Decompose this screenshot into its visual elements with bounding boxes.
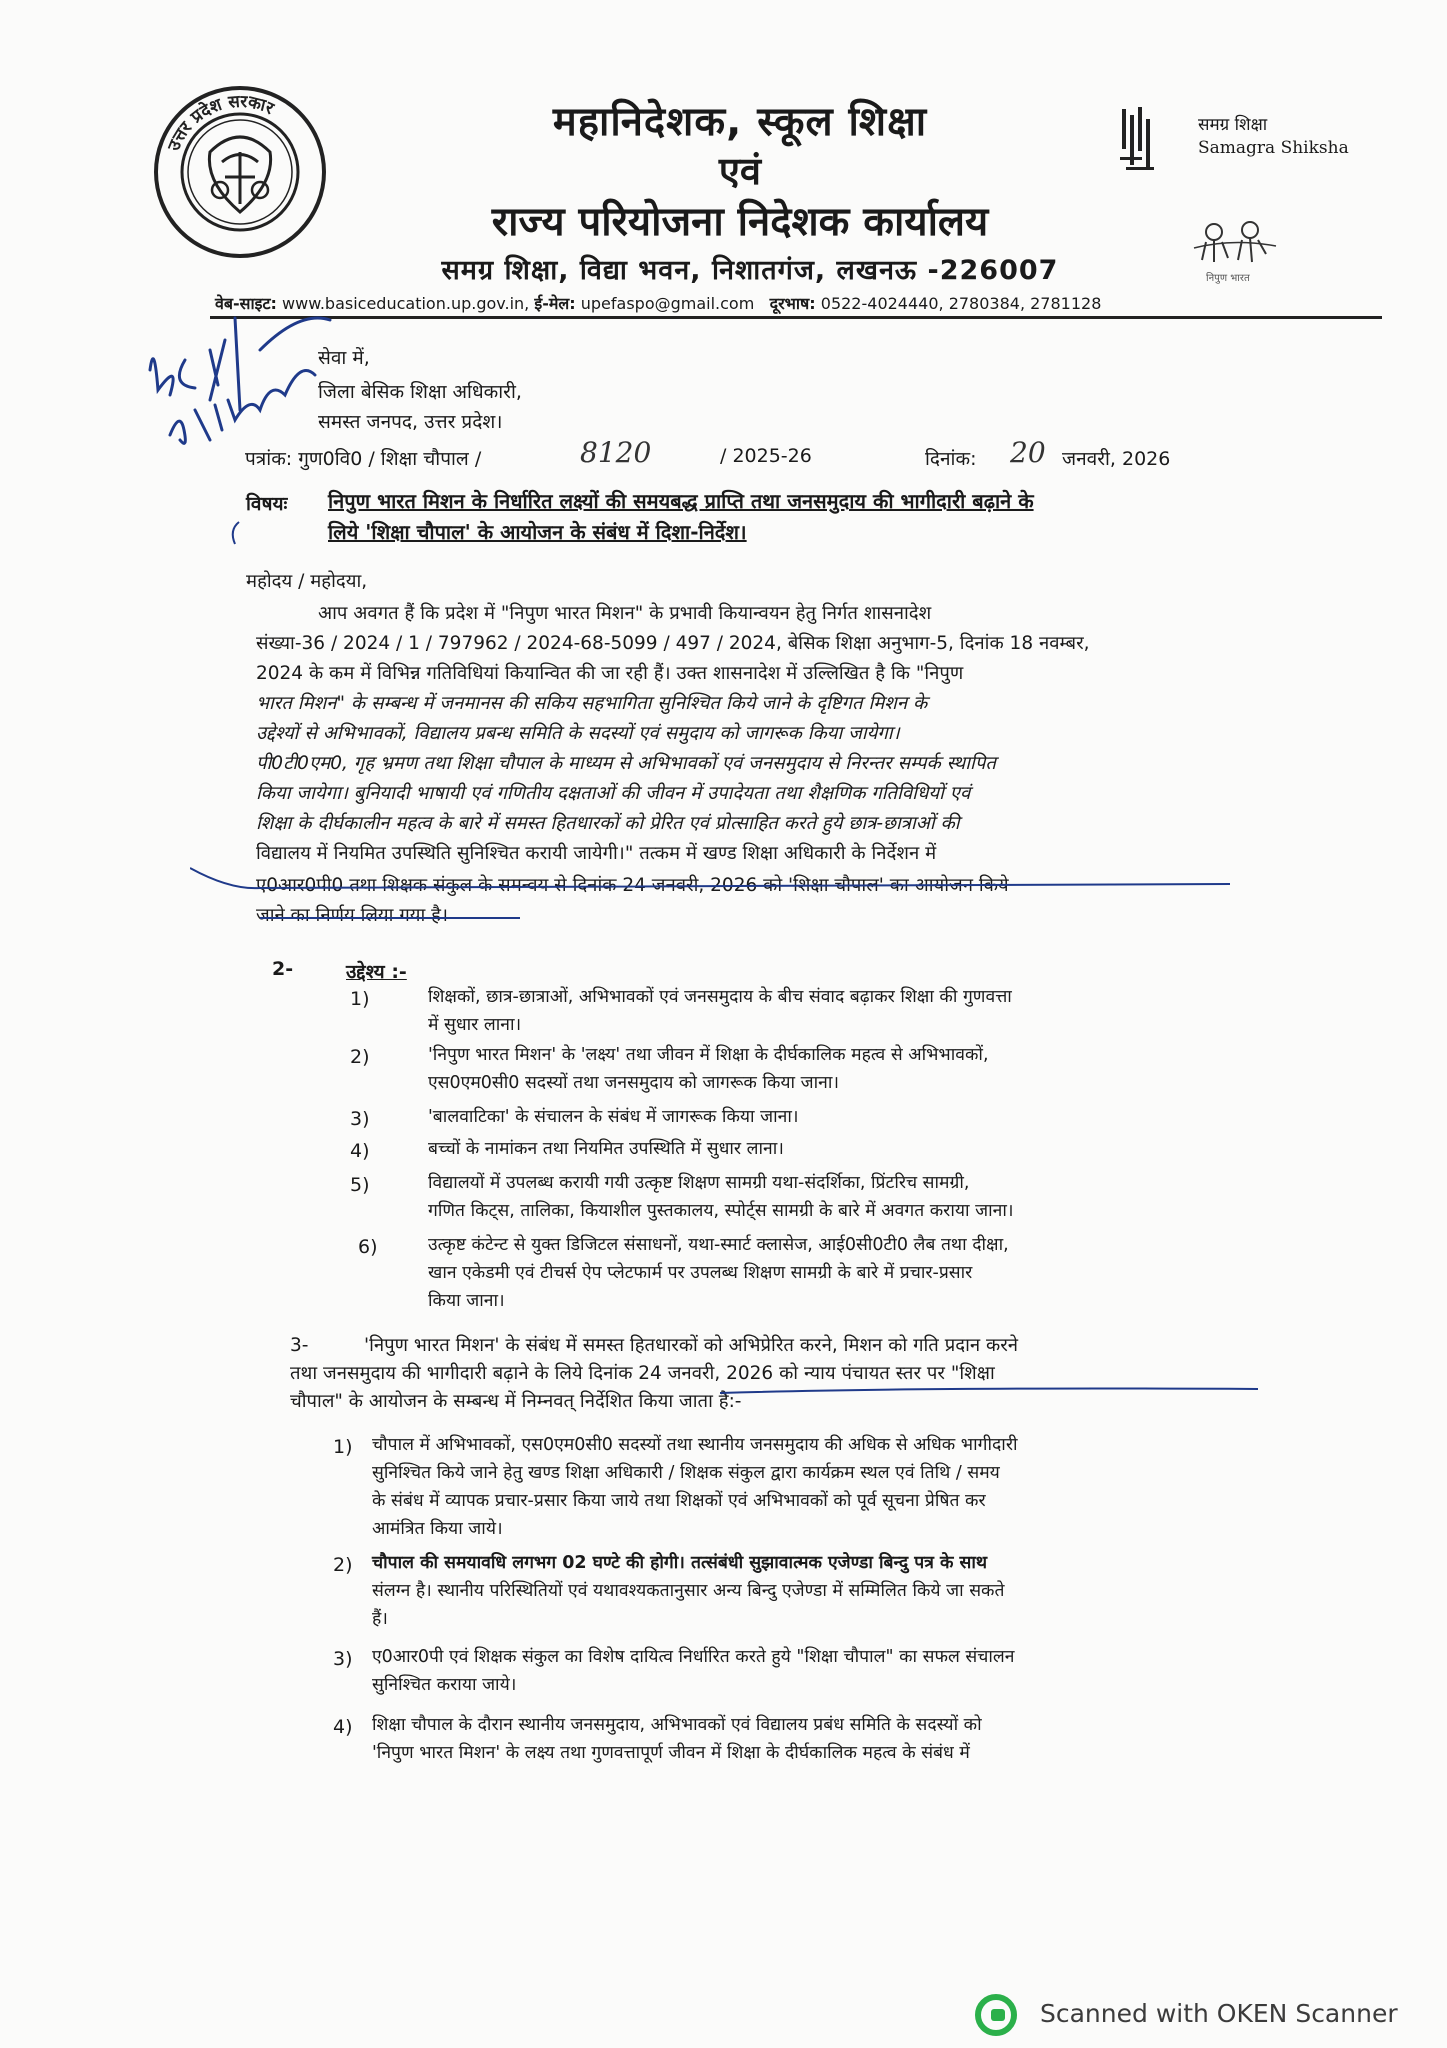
objective-text: उत्कृष्ट कंटेन्ट से युक्त डिजिटल संसाधनों, यथा-स्मार्ट क्लासेज, आई0सी0टी0 लैब तथा दीक्षा,	[428, 1235, 1009, 1255]
date-day: 20	[1010, 436, 1046, 469]
objective-number: 4)	[350, 1140, 370, 1162]
objective-number: 6)	[358, 1236, 378, 1258]
objective-text: किया जाना।	[428, 1291, 505, 1311]
handwritten-underline	[190, 860, 1240, 940]
directive-text: चौपाल में अभिभावकों, एस0एम0सी0 सदस्यों तथा स्थानीय जनसमुदाय की अधिक से अधिक भागीदारी	[372, 1435, 1018, 1455]
reference-number: 8120	[580, 436, 652, 469]
samagra-shiksha-hindi: समग्र शिक्षा	[1198, 115, 1268, 135]
objective-text: विद्यालयों में उपलब्ध करायी गयी उत्कृष्ट शिक्षण सामग्री यथा-संदर्शिका, प्रिंटरिच सामग्री,	[428, 1173, 970, 1193]
website-link[interactable]: www.basiceducation.up.gov.in,	[282, 294, 530, 313]
directive-text: हैं।	[372, 1609, 388, 1629]
directive-number: 2)	[333, 1554, 353, 1576]
up-government-seal-icon	[150, 82, 330, 262]
intro-line: विद्यालय में नियमित उपस्थिति सुनिश्चित करायी जायेगी।" तत्कम में खण्ड शिक्षा अधिकारी के निर्देशन में	[256, 843, 937, 864]
recipient-line2: समस्त जनपद, उत्तर प्रदेश।	[318, 411, 503, 433]
intro-line: किया जायेगा। बुनियादी भाषायी एवं गणितीय दक्षताओं की जीवन में उपादेयता तथा शैक्षणिक गतिविधियों एवं	[256, 783, 971, 804]
handwritten-underline	[720, 1385, 1260, 1397]
directive-number: 4)	[333, 1716, 353, 1738]
objective-number: 1)	[350, 988, 370, 1010]
subject-line2: लिये 'शिक्षा चौपाल' के आयोजन के संबंध में दिशा-निर्देश।	[328, 520, 747, 544]
salutation: सेवा में,	[318, 347, 370, 369]
intro-line: संख्या-36 / 2024 / 1 / 797962 / 2024-68-5099 / 497 / 2024, बेसिक शिक्षा अनुभाग-5, दिनांक 18 नवम्बर,	[256, 633, 1090, 654]
directive-text: 'निपुण भारत मिशन' के लक्ष्य तथा गुणवत्तापूर्ण जीवन में शिक्षा के दीर्घकालिक महत्व के संबंध में	[372, 1743, 970, 1763]
subject-label: विषयः	[246, 493, 288, 515]
objective-text: में सुधार लाना।	[428, 1015, 522, 1035]
section3-line: 'निपुण भारत मिशन' के संबंध में समस्त हितधारकों को अभिप्रेरित करने, मिशन को गति प्रदान करने	[364, 1335, 1019, 1356]
intro-line: 2024 के कम में विभिन्न गतिविधियां कियान्वित की जा रही हैं। उक्त शासनादेश में उल्लिखित है कि "निपुण	[256, 663, 964, 684]
section3-line: तथा जनसमुदाय की भागीदारी बढ़ाने के लिये दिनांक 24 जनवरी, 2026 को न्याय पंचायत स्तर पर "शिक्षा	[290, 1363, 995, 1384]
objective-text: गणित किट्स, तालिका, कियाशील पुस्तकालय, स्पोर्ट्स सामग्री के बारे में अवगत कराया जाना।	[428, 1201, 1014, 1221]
tick-mark-icon	[225, 520, 245, 546]
objective-text: बच्चों के नामांकन तथा नियमित उपस्थिति में सुधार लाना।	[428, 1139, 784, 1159]
objective-text: खान एकेडमी एवं टीचर्स ऐप प्लेटफार्म पर उपलब्ध शिक्षण सामग्री के बारे में प्रचार-प्रसार	[428, 1263, 973, 1283]
directive-number: 3)	[333, 1648, 353, 1670]
section2-number: 2-	[272, 958, 294, 980]
reference-year: / 2025-26	[720, 445, 812, 467]
intro-line: आप अवगत हैं कि प्रदेश में "निपुण भारत मिशन" के प्रभावी कियान्वयन हेतु निर्गत शासनादेश	[318, 603, 932, 624]
oken-scanner-logo-icon	[975, 1994, 1017, 2036]
scanner-watermark: Scanned with OKEN Scanner	[1040, 1999, 1398, 2028]
objective-number: 3)	[350, 1108, 370, 1130]
seal-text: उत्तर प्रदेश सरकार	[164, 91, 277, 154]
intro-line: जाने का निर्णय लिया गया है।	[256, 905, 448, 926]
directive-text: आमंत्रित किया जाये।	[372, 1519, 503, 1539]
header-title-line3: राज्य परियोजना निदेशक कार्यालय	[491, 199, 989, 245]
header-divider	[210, 316, 1382, 319]
intro-line: पी0टी0एम0, गृह भ्रमण तथा शिक्षा चौपाल के माध्यम से अभिभावकों एवं जनसमुदाय से निरन्तर सम्पर्क स्थापित	[256, 753, 996, 774]
directive-number: 1)	[333, 1436, 353, 1458]
directive-text: सुनिश्चित किये जाने हेतु खण्ड शिक्षा अधिकारी / शिक्षक संकुल द्वारा कार्यक्रम स्थल एवं तिथि / समय	[372, 1463, 1000, 1483]
subject-line1: निपुण भारत मिशन के निर्धारित लक्ष्यों की समयबद्ध प्राप्ति तथा जनसमुदाय की भागीदारी बढ़ाने के	[328, 489, 1034, 513]
greeting: महोदय / महोदया,	[246, 571, 368, 592]
header-title-line1: महानिदेशक, स्कूल शिक्षा	[552, 99, 928, 145]
directive-text: ए0आर0पी एवं शिक्षक संकुल का विशेष दायित्व निर्धारित करते हुये "शिक्षा चौपाल" का सफल संचालन	[372, 1647, 1015, 1667]
intro-line: शिक्षा के दीर्घकालीन महत्व के बारे में समस्त हितधारकों को प्रेरित एवं प्रोत्साहित करते हुये छात्र-छात्राओं की	[256, 813, 960, 834]
reference-prefix: पत्रांक: गुण0वि0 / शिक्षा चौपाल /	[245, 448, 482, 470]
directive-text: शिक्षा चौपाल के दौरान स्थानीय जनसमुदाय, अभिभावकों एवं विद्यालय प्रबंध समिति के सदस्यों को	[372, 1715, 982, 1735]
date-label: दिनांक:	[925, 448, 977, 470]
nipun-bharat-caption: निपुण भारत	[1206, 273, 1250, 284]
objective-text: 'निपुण भारत मिशन' के 'लक्ष्य' तथा जीवन में शिक्षा के दीर्घकालिक महत्व से अभिभावकों,	[428, 1045, 989, 1065]
directive-text: सुनिश्चित कराया जाये।	[372, 1675, 517, 1695]
directive-text: चौपाल की समयावधि लगभग 02 घण्टे की होगी। तत्संबंधी सुझावात्मक एजेण्डा बिन्दु पत्र के साथ	[372, 1553, 988, 1573]
directive-text: संलग्न है। स्थानीय परिस्थितियों एवं यथावश्यकतानुसार अन्य बिन्दु एजेण्डा में सम्मिलित किये जा सकते	[372, 1581, 1005, 1601]
intro-line: ए0आर0पी0 तथा शिक्षक संकुल के समन्वय से दिनांक 24 जनवरी, 2026 को 'शिक्षा चौपाल' का आयोजन किये	[256, 875, 1009, 896]
directive-text: के संबंध में व्यापक प्रचार-प्रसार किया जाये तथा शिक्षकों एवं अभिभावकों को पूर्व सूचना प्रेषित कर	[372, 1491, 986, 1511]
section3-line: चौपाल" के आयोजन के सम्बन्ध में निम्नवत् निर्देशित किया जाता है:-	[290, 1391, 742, 1412]
objective-text: 'बालवाटिका' के संचालन के संबंध में जागरूक किया जाना।	[428, 1107, 799, 1127]
email-link[interactable]: upefaspo@gmail.com	[580, 294, 755, 313]
website-label: वेब-साइट:	[215, 294, 277, 313]
phone-label: दूरभाष:	[769, 294, 816, 313]
contact-line	[215, 292, 1265, 314]
date-month-year: जनवरी, 2026	[1062, 448, 1171, 470]
section3-number: 3-	[290, 1335, 309, 1356]
nipun-bharat-logo-icon	[1192, 218, 1278, 264]
objective-text: एस0एम0सी0 सदस्यों तथा जनसमुदाय को जागरूक किया जाना।	[428, 1073, 840, 1093]
objective-number: 5)	[350, 1174, 370, 1196]
samagra-shiksha-logo-icon	[1120, 105, 1156, 175]
samagra-shiksha-english: Samagra Shiksha	[1198, 138, 1349, 158]
objective-text: शिक्षकों, छात्र-छात्राओं, अभिभावकों एवं जनसमुदाय के बीच संवाद बढ़ाकर शिक्षा की गुणवत्ता	[428, 987, 1012, 1007]
header-title-line2: एवं	[718, 149, 762, 193]
email-label: ई-मेल:	[534, 294, 576, 313]
objective-number: 2)	[350, 1046, 370, 1068]
intro-line: उद्देश्यों से अभिभावकों, विद्यालय प्रबन्ध समिति के सदस्यों एवं समुदाय को जागरूक किया जायेगा।	[256, 723, 900, 744]
section2-heading: उद्देश्य :-	[346, 961, 407, 983]
phone-numbers: 0522-4024440, 2780384, 2781128	[820, 294, 1102, 313]
intro-line: भारत मिशन" के सम्बन्ध में जनमानस की सकिय सहभागिता सुनिश्चित किये जाने के दृष्टिगत मिशन के	[256, 693, 928, 714]
recipient-line1: जिला बेसिक शिक्षा अधिकारी,	[318, 381, 522, 403]
header-address: समग्र शिक्षा, विद्या भवन, निशातगंज, लखनऊ -226007	[441, 255, 1059, 286]
